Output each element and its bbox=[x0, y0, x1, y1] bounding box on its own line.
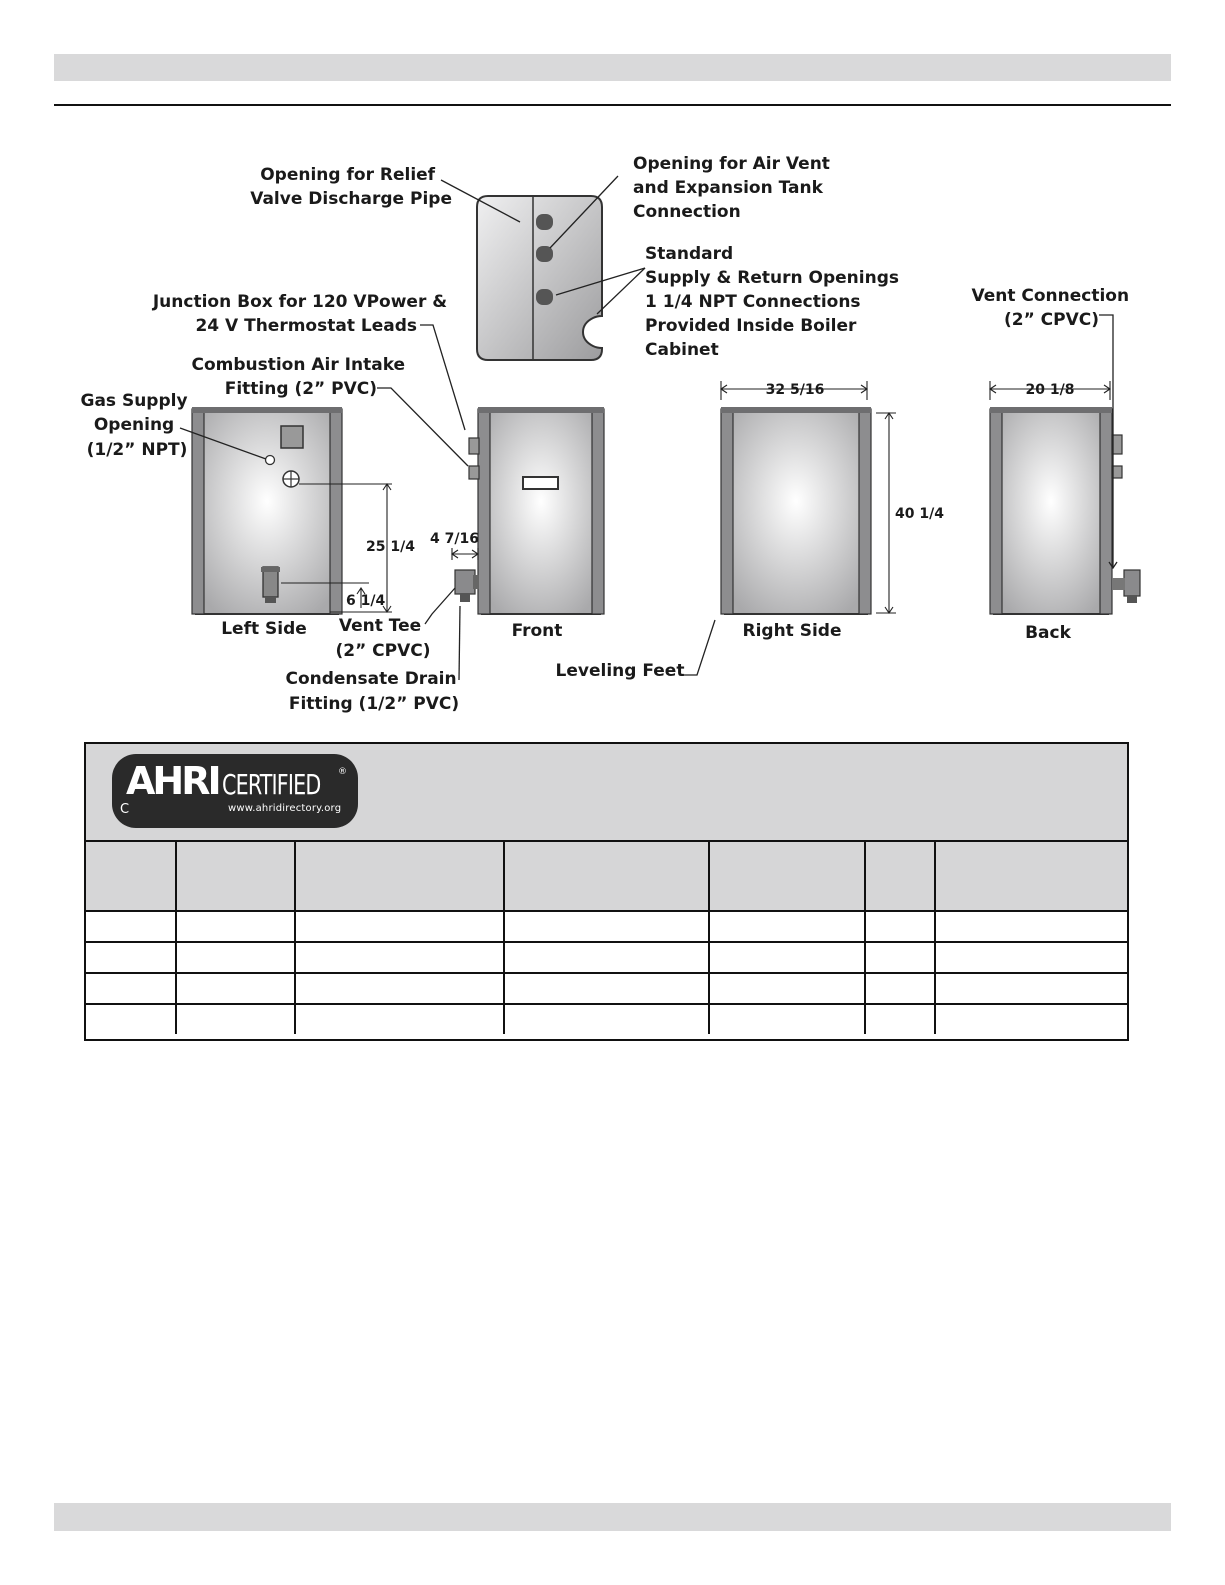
rating-grid bbox=[86, 842, 1127, 1034]
table-row bbox=[86, 942, 1127, 973]
header-cell bbox=[709, 842, 865, 911]
left-side-caption: Left Side bbox=[221, 619, 307, 639]
header-cell bbox=[295, 842, 504, 911]
relief-valve-label: Opening for Relief Valve Discharge Pipe bbox=[250, 165, 452, 209]
header-cell bbox=[86, 842, 176, 911]
gas-opening-icon bbox=[266, 456, 275, 465]
junction-box-icon bbox=[281, 426, 303, 448]
vent-tee-label: Vent Tee (2” CPVC) bbox=[335, 616, 431, 661]
header-cell bbox=[176, 842, 295, 911]
supply-opening-icon bbox=[536, 289, 553, 305]
back-view bbox=[990, 407, 1140, 614]
header-cell bbox=[865, 842, 935, 911]
header-band bbox=[54, 54, 1171, 81]
table-row bbox=[86, 1004, 1127, 1034]
ahri-rating-table bbox=[84, 742, 1129, 1041]
drain-height-dimension: 6 1/4 bbox=[346, 593, 386, 609]
back-caption: Back bbox=[1025, 623, 1071, 643]
height-dimension: 40 1/4 bbox=[895, 506, 944, 522]
ahri-header bbox=[86, 744, 1127, 842]
gas-supply-label: Gas Supply Opening (1/2” NPT) bbox=[80, 391, 188, 460]
vent-tee-icon bbox=[455, 570, 475, 594]
ahri-certified-logo: AHRI CERTIFIED ® C www.ahridirectory.org bbox=[112, 754, 358, 828]
relief-opening-icon bbox=[536, 214, 553, 230]
front-view bbox=[455, 407, 604, 614]
vent-offset-dimension: 4 7/16 bbox=[430, 531, 479, 547]
combustion-air-label: Combustion Air Intake Fitting (2” PVC) bbox=[191, 355, 406, 399]
leveling-feet-label: Leveling Feet bbox=[555, 661, 685, 681]
supply-return-label: Standard Supply & Return Openings 1 1/4 NPT Connections Provided Inside Boiler Cabinet bbox=[645, 244, 899, 360]
air-vent-label: Opening for Air Vent and Expansion Tank Connection bbox=[633, 154, 830, 222]
table-row bbox=[86, 973, 1127, 1004]
vent-connection-label: Vent Connection (2” CPVC) bbox=[971, 286, 1130, 330]
front-caption: Front bbox=[511, 621, 563, 641]
depth-dimension: 32 5/16 bbox=[765, 382, 825, 398]
footer-band bbox=[54, 1503, 1171, 1531]
right-side-caption: Right Side bbox=[742, 621, 842, 641]
junction-box-label: Junction Box for 120 VPower & 24 V Thermostat Leads bbox=[152, 292, 448, 336]
top-view bbox=[477, 196, 602, 360]
table-header-row bbox=[86, 842, 1127, 911]
header-rule bbox=[54, 104, 1171, 106]
table-row bbox=[86, 911, 1127, 942]
gas-height-dimension: 25 1/4 bbox=[366, 539, 415, 555]
width-dimension: 20 1/8 bbox=[1025, 382, 1075, 398]
boiler-dimension-drawing bbox=[0, 130, 1225, 735]
condensate-drain-label: Condensate Drain Fitting (1/2” PVC) bbox=[285, 669, 460, 714]
header-cell bbox=[935, 842, 1127, 911]
header-cell bbox=[504, 842, 709, 911]
right-side-view bbox=[721, 407, 871, 614]
